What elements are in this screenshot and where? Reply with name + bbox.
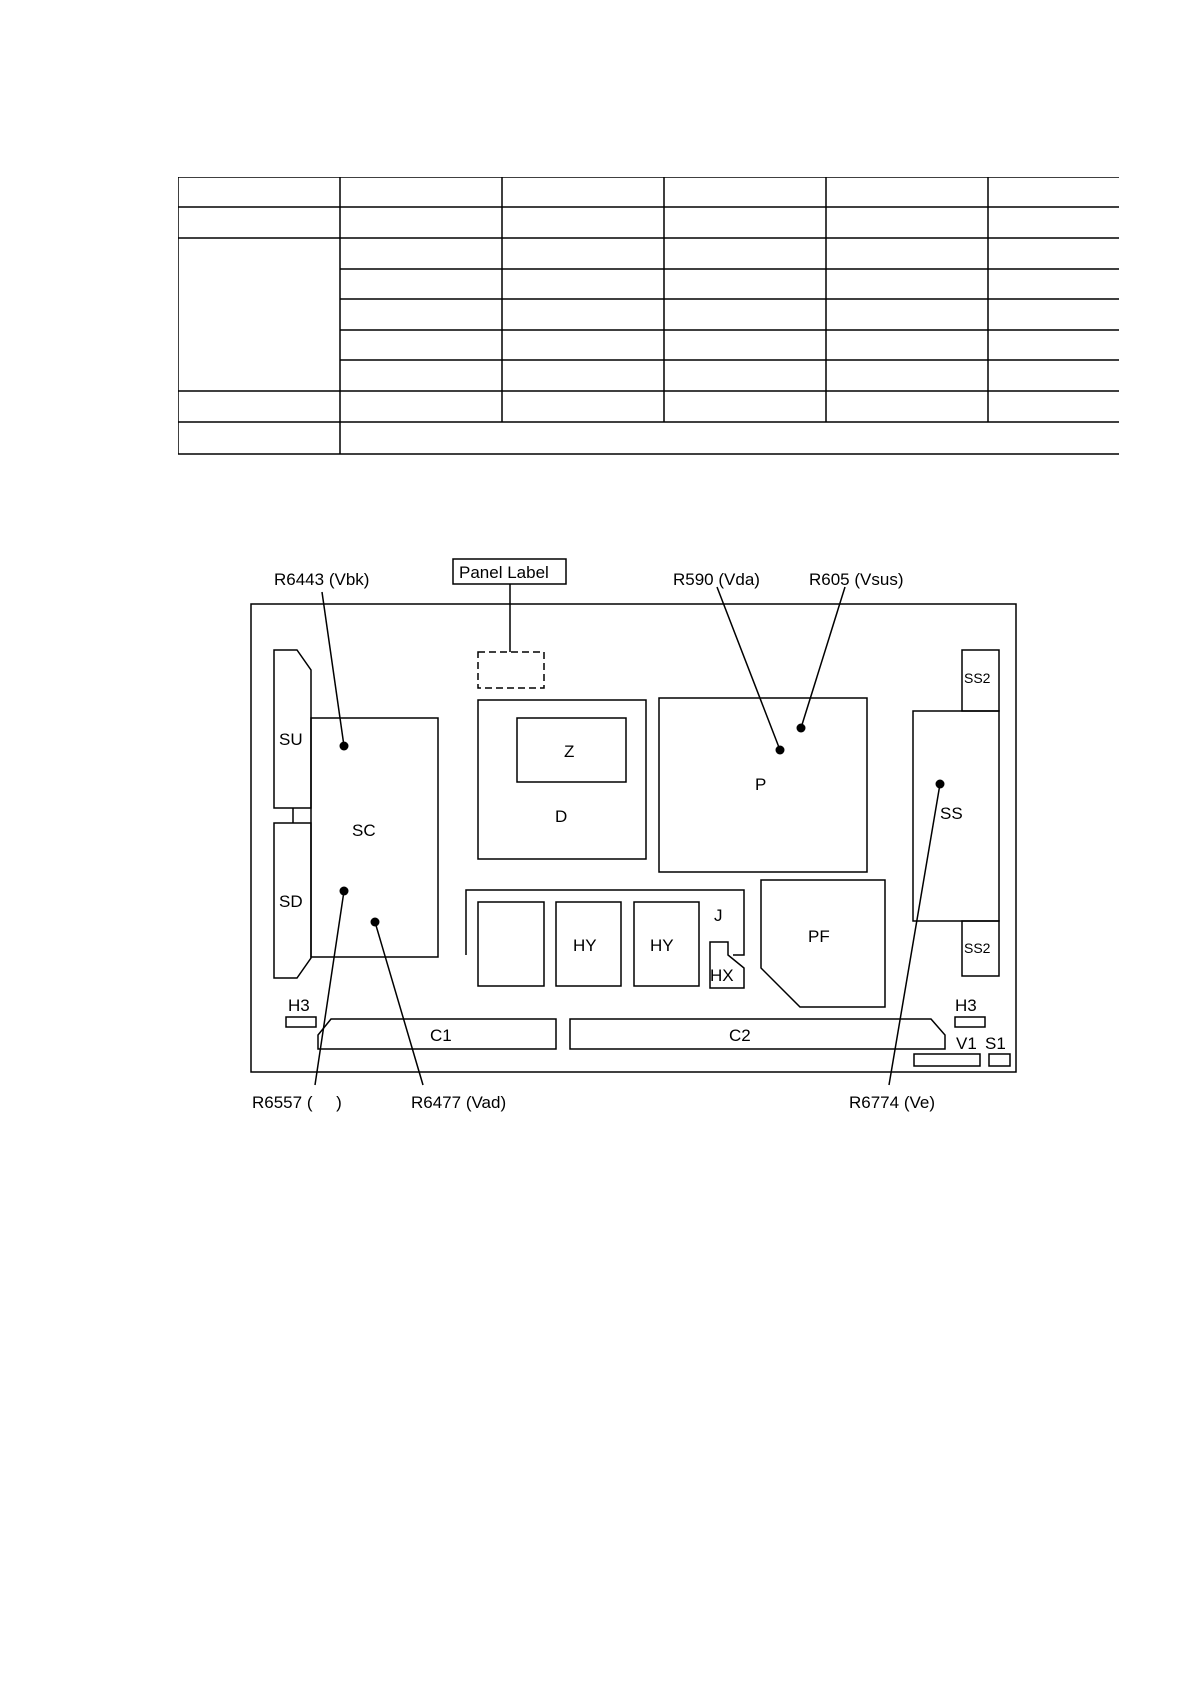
label-ss2-top: SS2 bbox=[964, 670, 991, 686]
test-point-r6557 bbox=[340, 887, 349, 896]
test-point-r605 bbox=[797, 724, 806, 733]
label-sd: SD bbox=[279, 892, 303, 911]
callout-r590: R590 (Vda) bbox=[673, 570, 760, 589]
label-h3-left: H3 bbox=[288, 996, 310, 1015]
label-j: J bbox=[714, 906, 723, 925]
label-v1: V1 bbox=[956, 1034, 977, 1053]
label-p: P bbox=[755, 775, 767, 794]
label-ss: SS bbox=[940, 804, 963, 823]
label-hx: HX bbox=[710, 966, 734, 985]
panel-label-placeholder bbox=[478, 652, 544, 688]
test-point-r6477 bbox=[371, 918, 380, 927]
label-z: Z bbox=[564, 742, 575, 761]
label-c2: C2 bbox=[729, 1026, 751, 1045]
h3-left-connector bbox=[286, 1017, 316, 1027]
callout-r605: R605 (Vsus) bbox=[809, 570, 904, 589]
label-hy-2: HY bbox=[650, 936, 674, 955]
test-point-r590 bbox=[776, 746, 785, 755]
label-ss2-bottom: SS2 bbox=[964, 940, 991, 956]
j-sub-board bbox=[478, 902, 544, 986]
test-point-r6443 bbox=[340, 742, 349, 751]
callout-r6443: R6443 (Vbk) bbox=[274, 570, 370, 589]
v1-connector bbox=[914, 1054, 980, 1066]
callout-r6774: R6774 (Ve) bbox=[849, 1093, 935, 1112]
panel-label-text: Panel Label bbox=[459, 563, 549, 582]
label-su: SU bbox=[279, 730, 303, 749]
j-board-outline bbox=[466, 890, 744, 955]
s1-connector bbox=[989, 1054, 1010, 1066]
label-pf: PF bbox=[808, 927, 830, 946]
d-board-outline bbox=[478, 700, 646, 859]
callout-r6477: R6477 (Vad) bbox=[411, 1093, 507, 1112]
label-d: D bbox=[555, 807, 568, 826]
label-s1: S1 bbox=[985, 1034, 1006, 1053]
test-point-r6774 bbox=[936, 780, 945, 789]
label-sc: SC bbox=[352, 821, 376, 840]
label-c1: C1 bbox=[430, 1026, 452, 1045]
c2-board-outline bbox=[570, 1019, 945, 1049]
su-board-outline bbox=[274, 650, 311, 808]
callout-r6557: R6557 ( ) bbox=[252, 1093, 342, 1112]
label-hy-1: HY bbox=[573, 936, 597, 955]
label-h3-right: H3 bbox=[955, 996, 977, 1015]
h3-right-connector bbox=[955, 1017, 985, 1027]
